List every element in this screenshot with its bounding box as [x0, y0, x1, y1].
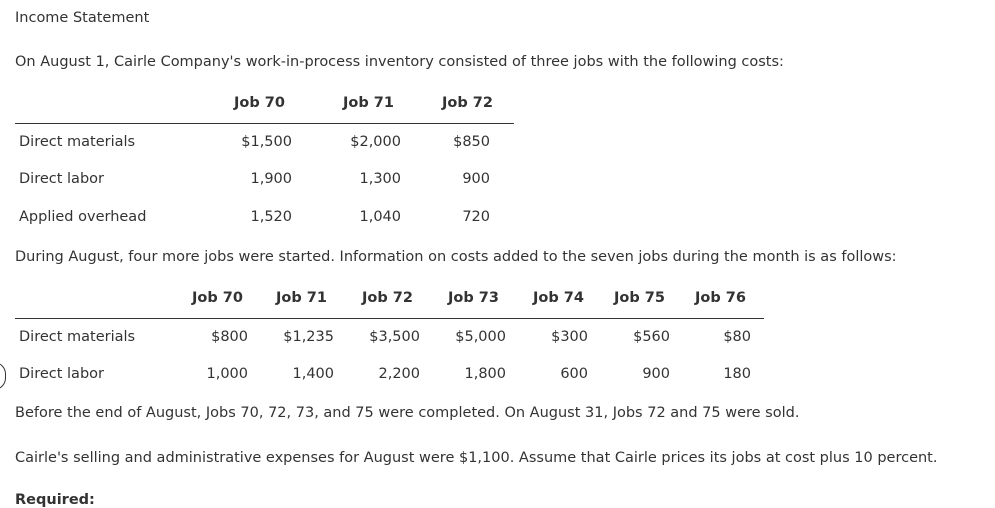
row-label: Direct materials [19, 134, 136, 150]
cell-value: 1,520 [250, 209, 292, 225]
intro-paragraph: On August 1, Cairle Company's work-in-process inventory consisted of three jobs with the following costs: [15, 54, 784, 70]
cell-value: 1,300 [359, 171, 401, 187]
expenses-paragraph: Cairle's selling and administrative expenses for August were $1,100. Assume that Cairle prices its jobs at cost plus 10 percent. [15, 450, 938, 466]
cell-value: 1,900 [250, 171, 292, 187]
table-2-header-job-72: Job 72 [362, 290, 413, 306]
cell-value: $80 [723, 329, 751, 345]
cell-value: 900 [462, 171, 490, 187]
table-1-header-job-70: Job 70 [234, 95, 285, 111]
cell-value: $1,235 [283, 329, 334, 345]
cell-value: $560 [633, 329, 670, 345]
cell-value: 720 [462, 209, 490, 225]
table-2-header-job-71: Job 71 [276, 290, 327, 306]
cell-value: $2,000 [350, 134, 401, 150]
page-title: Income Statement [15, 10, 150, 26]
cell-value: 1,040 [359, 209, 401, 225]
table-1-header-job-72: Job 72 [442, 95, 493, 111]
cell-value: 900 [642, 366, 670, 382]
cell-value: $1,500 [241, 134, 292, 150]
middle-paragraph: During August, four more jobs were started. Information on costs added to the seven jobs during the month is as follows: [15, 249, 897, 265]
cell-value: 2,200 [378, 366, 420, 382]
cell-value: 1,000 [206, 366, 248, 382]
row-label: Direct labor [19, 171, 104, 187]
table-2-header-job-73: Job 73 [448, 290, 499, 306]
table-2-header-rule [15, 318, 764, 319]
table-2-header-job-70: Job 70 [192, 290, 243, 306]
row-label: Direct labor [19, 366, 104, 382]
cell-value: 1,400 [292, 366, 334, 382]
table-2-header-job-74: Job 74 [533, 290, 584, 306]
table-1-header-job-71: Job 71 [343, 95, 394, 111]
table-1-header-rule [15, 123, 514, 124]
cell-value: $3,500 [369, 329, 420, 345]
cell-value: 600 [560, 366, 588, 382]
cell-value: $5,000 [455, 329, 506, 345]
cell-value: 180 [723, 366, 751, 382]
row-label: Direct materials [19, 329, 136, 345]
cell-value: $850 [453, 134, 490, 150]
completion-paragraph: Before the end of August, Jobs 70, 72, 73, and 75 were completed. On August 31, Jobs 72 and 75 were sold. [15, 405, 800, 421]
table-2-header-job-75: Job 75 [614, 290, 665, 306]
cell-value: $800 [211, 329, 248, 345]
table-2-header-job-76: Job 76 [695, 290, 746, 306]
cell-value: 1,800 [464, 366, 506, 382]
cell-value: $300 [551, 329, 588, 345]
side-panel-toggle-tab[interactable] [0, 362, 6, 390]
required-heading: Required: [15, 492, 95, 508]
row-label: Applied overhead [19, 209, 147, 225]
